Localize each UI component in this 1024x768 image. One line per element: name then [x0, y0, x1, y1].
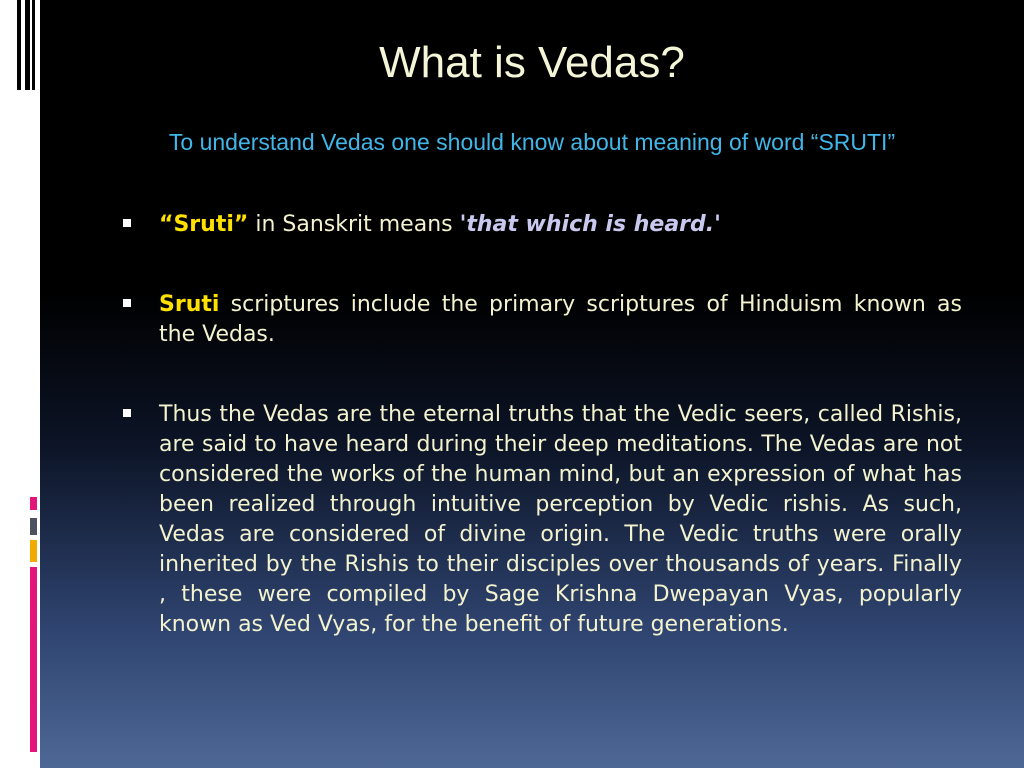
bullet-text: [159, 210, 962, 240]
accent-pink-bar: [30, 567, 37, 752]
square-bullet-icon: [123, 299, 131, 307]
emphasis-text: 'that which is heard.': [459, 212, 721, 237]
term-sruti-quoted: “Sruti”: [159, 212, 249, 237]
bullet-item: [118, 400, 962, 640]
bullet-text: Thus the Vedas are the eternal truths that the Vedic seers, called Rishis, are said to have heard during their deep meditations. The Vedas are not considered the works of the human mind, but an expression of what has been realized through intuitive perception by Vedic rishis. As such, Vedas are considered of divine origin. The Vedic truths were orally inherited by the Rishis to their disciples over thousands of years. Finally , these were compiled by Sage Krishna Dwepayan Vyas, popularly known as Ved Vyas, for the benefit of future generations.: [159, 402, 962, 637]
bullet-text: [159, 290, 962, 350]
accent-pink-block: [30, 497, 37, 510]
bullet-body: in Sanskrit means: [248, 212, 460, 237]
slide-title: What is Vedas?: [379, 38, 685, 87]
bullet-item: [118, 290, 962, 350]
decorative-bar: [17, 0, 21, 90]
accent-gray-block: [30, 518, 37, 535]
accent-yellow-block: [30, 540, 37, 562]
decorative-bar: [32, 0, 35, 90]
slide-subtitle: To understand Vedas one should know about meaning of word “SRUTI”: [168, 129, 896, 155]
square-bullet-icon: [123, 409, 131, 417]
term-sruti: Sruti: [159, 292, 220, 317]
bullet-body: scriptures include the primary scriptures of Hinduism known as the Vedas.: [159, 292, 962, 347]
bullet-item: [118, 210, 962, 240]
left-decoration-strip: [0, 0, 40, 768]
decorative-bar: [25, 0, 30, 90]
square-bullet-icon: [123, 219, 131, 227]
bullet-list: [118, 210, 962, 640]
